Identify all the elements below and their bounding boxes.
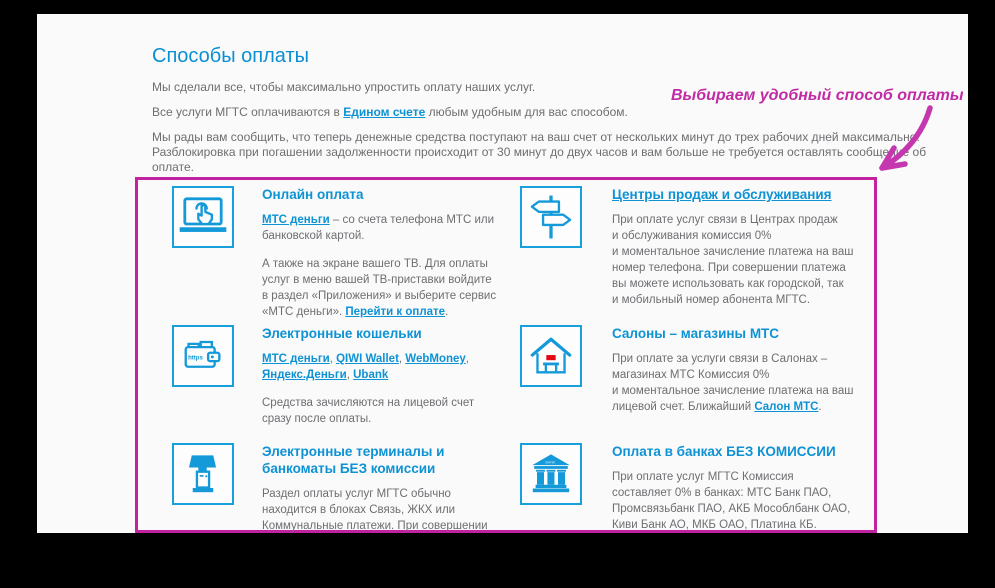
mts-money-wallet-link[interactable]: МТС деньги	[262, 353, 330, 365]
card-text	[262, 256, 500, 320]
signpost-icon	[520, 186, 582, 248]
intro-p3-line: Разблокировка при погашении задолженности происходит от 30 минут до двух часов и вам больше не требуется оставлять сообщение об	[152, 145, 927, 159]
single-account-link[interactable]: Едином счете	[343, 105, 426, 119]
wallet-icon	[172, 325, 234, 387]
laptop-tap-icon	[172, 186, 234, 248]
separator: ,	[346, 369, 354, 381]
card-text	[262, 351, 500, 383]
yandex-money-link[interactable]: Яндекс.Деньги	[262, 369, 347, 381]
card-text-line: и обслуживания комиссия 0%	[612, 230, 772, 242]
card-text	[612, 469, 860, 533]
separator: ,	[465, 353, 469, 365]
card-text-line: При оплате услуг связи в Центрах продаж	[612, 214, 838, 226]
card-text	[262, 486, 500, 534]
card-service-centers	[520, 186, 860, 320]
card-title-banks: Оплата в банках БЕЗ КОМИССИИ	[612, 444, 836, 459]
card-text	[612, 212, 860, 308]
separator: ,	[329, 353, 337, 365]
card-terminals	[172, 443, 500, 546]
card-mts-stores	[520, 325, 860, 427]
annotation-highlight-box	[135, 177, 877, 533]
payment-terminal-icon	[172, 443, 234, 505]
mts-store-icon	[520, 325, 582, 387]
card-banks	[520, 443, 860, 545]
svg-text:https: https	[188, 355, 203, 362]
svg-text:BANK: BANK	[545, 460, 556, 465]
card-text-line: лицевой счет. Ближайший	[612, 401, 755, 413]
card-text-line: Раздел оплаты услуг МГТС обычно	[262, 488, 451, 500]
card-text-line: При оплате услуг МГТС Комиссия	[612, 471, 794, 483]
card-text-line: магазинах МТС Комиссия 0%	[612, 369, 770, 381]
payment-methods-page	[37, 14, 968, 533]
card-text-line: номер телефона. При совершении платежа	[612, 262, 846, 274]
card-text-line: При оплате за услуги связи в Салонах –	[612, 353, 828, 365]
qiwi-wallet-link[interactable]: QIWI Wallet	[336, 353, 399, 365]
card-text-span: А также на экране вашего ТВ. Для оплаты услуг в меню вашей ТВ-приставки войдите в раздел «Приложения» и выберите сервис «МТС деньги».	[262, 258, 497, 318]
intro-paragraph-1: Мы сделали все, чтобы максимально упростить оплату наших услуг.	[152, 80, 536, 94]
card-text	[612, 351, 860, 415]
card-text-line: Коммунальные платежи. При совершении	[262, 520, 488, 532]
card-text-line: и моментальное зачисление платежа на ваш	[612, 385, 854, 397]
bank-icon	[520, 443, 582, 505]
card-text-line: находится в блоках Связь, ЖКХ или	[262, 504, 456, 516]
card-text-line: составляет 0% в банках: МТС Банк ПАО,	[612, 487, 832, 499]
go-to-payment-link[interactable]: Перейти к оплате	[345, 306, 446, 318]
intro-p2-text-after: любым удобным для вас способом.	[425, 105, 628, 119]
service-centers-link[interactable]: Центры продаж и обслуживания	[612, 187, 832, 202]
separator: ,	[398, 353, 406, 365]
hand-drawn-arrow-icon	[837, 98, 937, 178]
card-title-terminals: Электронные терминалы и банкоматы БЕЗ комиссии	[262, 444, 445, 476]
card-text: Средства зачисляются на лицевой счет сразу после оплаты.	[262, 397, 475, 425]
card-title-online-payment: Онлайн оплата	[262, 187, 364, 202]
intro-p3-line: Мы рады вам сообщить, что теперь денежные средства поступают на ваш счет от нескольких минут до трех рабочих дней максимально.	[152, 130, 920, 144]
intro-p2-text-before: Все услуги МГТС оплачиваются в	[152, 105, 344, 119]
mts-money-link[interactable]: МТС деньги	[262, 214, 330, 226]
webmoney-link[interactable]: WebMoney	[405, 353, 466, 365]
card-text-line: и мобильный номер абонента МГТС.	[612, 294, 811, 306]
card-e-wallets	[172, 325, 500, 439]
card-title-service-centers	[612, 186, 860, 203]
page-title: Способы оплаты	[152, 45, 309, 67]
card-text-line: Промсвязьбанк ПАО, АКБ Мособлбанк ОАО,	[612, 503, 851, 515]
card-title-mts-stores: Салоны – магазины МТС	[612, 326, 780, 341]
card-text-span: .	[445, 306, 449, 318]
card-text-span: .	[818, 401, 822, 413]
card-title-e-wallets: Электронные кошельки	[262, 326, 422, 341]
card-text-line: и моментальное зачисление платежа на ваш	[612, 246, 854, 258]
handwritten-annotation: Выбираем удобный способ оплаты	[671, 87, 964, 104]
card-text-line: Киви Банк АО, МКБ ОАО, Платина КБ.	[612, 519, 817, 531]
card-text	[262, 212, 500, 244]
mts-store-link[interactable]: Салон МТС	[754, 401, 819, 413]
ubank-link[interactable]: Ubank	[353, 369, 389, 381]
card-text-line: вы можете использовать как городской, так	[612, 278, 844, 290]
card-online-payment	[172, 186, 500, 332]
card-text-span: – со счета телефона МТС или банковской картой.	[262, 214, 495, 242]
intro-p3-line: оплате.	[152, 160, 194, 174]
